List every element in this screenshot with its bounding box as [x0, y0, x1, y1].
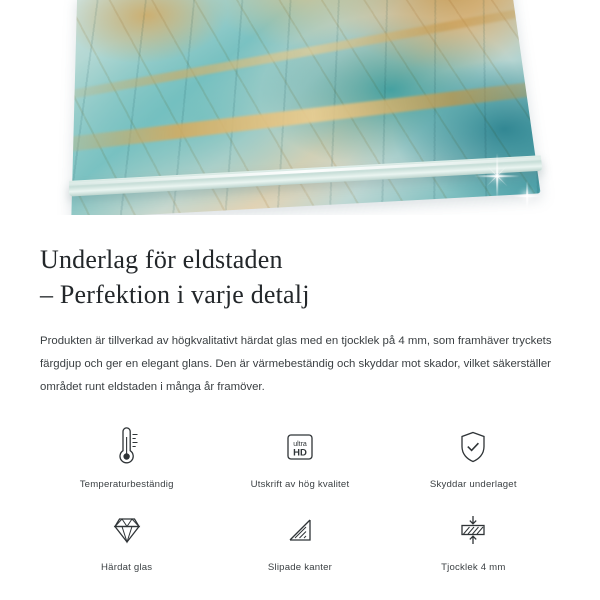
thermometer-icon	[106, 425, 148, 469]
feature-item	[213, 508, 386, 573]
shield-check-icon	[451, 425, 495, 469]
feature-item	[387, 508, 560, 573]
diamond-icon	[105, 508, 149, 552]
hero-image	[0, 0, 600, 215]
feature-label: Slipade kanter	[267, 561, 333, 573]
headline-line-2: – Perfektion i varje detalj	[40, 279, 310, 309]
ultra-hd-icon	[278, 425, 322, 469]
content-area	[0, 243, 600, 573]
page-title	[40, 243, 560, 312]
svg-text:HD: HD	[293, 447, 307, 459]
feature-grid	[40, 425, 560, 573]
feature-label: Utskrift av hög kvalitet	[250, 478, 350, 490]
feature-label: Härdat glas	[101, 561, 153, 573]
feature-label: Tjocklek 4 mm	[441, 561, 506, 573]
feature-item	[213, 425, 386, 490]
thickness-arrows-icon	[451, 508, 495, 552]
feature-label: Skyddar underlaget	[429, 478, 517, 490]
feature-item	[387, 425, 560, 490]
svg-text:ultra: ultra	[293, 440, 307, 448]
description-paragraph: Produkten är tillverkad av högkvalitativt härdat glas med en tjocklek på 4 mm, som framhäver tryckets färgdjup och ger en elegant glans. Den är värmebeständig och skyddar mot skador, vilket säkerställer området runt eldstaden i många år framöver.	[40, 335, 552, 393]
polished-edges-icon	[278, 508, 322, 552]
feature-item	[40, 508, 213, 573]
feature-item	[40, 425, 213, 490]
headline-line-1: Underlag för eldstaden	[40, 245, 283, 274]
feature-label: Temperaturbeständig	[79, 478, 174, 490]
